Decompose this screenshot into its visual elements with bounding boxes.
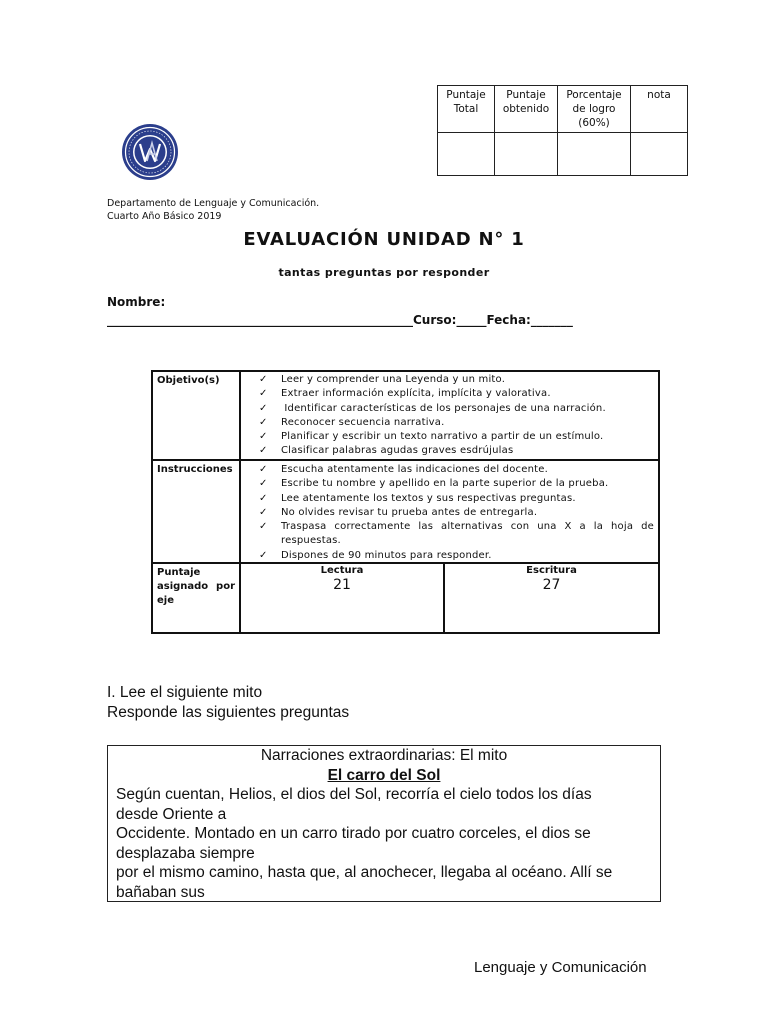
objective-item: ✓ Leer y comprender una Leyenda y un mito. xyxy=(259,373,654,387)
objective-item: ✓ Extraer información explícita, implícita y valorativa. xyxy=(259,387,654,401)
score-value-grade[interactable] xyxy=(631,133,688,176)
story-heading: Narraciones extraordinarias: El mito xyxy=(260,747,508,764)
story-box xyxy=(107,745,661,902)
escritura-column xyxy=(445,564,658,632)
instruction-item: ✓ Lee atentamente los textos y sus respectivas preguntas. xyxy=(259,492,654,506)
escritura-value: 27 xyxy=(542,577,561,593)
objectives-list xyxy=(259,373,654,459)
story-line: Occidente. Montado en un carro tirado por cuatro corceles, el dios se xyxy=(116,825,591,842)
story-line: desplazaba siempre xyxy=(116,844,255,862)
objective-item: ✓ Clasificar palabras agudas graves esdrújulas xyxy=(259,444,654,458)
objectives-row xyxy=(153,372,658,461)
story-line: por el mismo camino, hasta que, al anochecer, llegaba al océano. Allí se xyxy=(116,864,613,881)
story-line: bañaban sus xyxy=(116,883,205,901)
section-instructions xyxy=(107,683,349,723)
lectura-value: 21 xyxy=(333,577,351,593)
page-footer: Lenguaje y Comunicación xyxy=(474,959,647,976)
objective-item: ✓ Reconocer secuencia narrativa. xyxy=(259,416,654,430)
score-value-obtained[interactable] xyxy=(495,133,558,176)
name-label: Nombre: xyxy=(107,295,166,309)
school-crest-icon xyxy=(121,123,179,181)
score-value-total[interactable] xyxy=(438,133,495,176)
name-course-date-field[interactable]: ___________________________________________________Curso:_____Fecha:_______ xyxy=(107,313,573,327)
score-header-grade: nota xyxy=(631,86,688,133)
instruction-item: ✓ Escucha atentamente las indicaciones del docente. xyxy=(259,463,654,477)
instruction-item: ✓ No olvides revisar tu prueba antes de entregarla. xyxy=(259,506,654,520)
story-title: El carro del Sol xyxy=(327,766,441,784)
score-header-total: Puntaje Total xyxy=(438,86,495,133)
score-table-header-row xyxy=(438,86,688,133)
lectura-column xyxy=(241,564,445,632)
objective-item: ✓ Planificar y escribir un texto narrativo a partir de un estímulo. xyxy=(259,430,654,444)
score-table-value-row xyxy=(438,133,688,176)
score-table xyxy=(437,85,688,176)
instruction-item: ✓ Escribe tu nombre y apellido en la parte superior de la prueba. xyxy=(259,477,654,491)
department-name: Departamento de Lenguaje y Comunicación. xyxy=(107,198,320,209)
section-title: I. Lee el siguiente mito xyxy=(107,684,263,701)
objectives-label: Objetivo(s) xyxy=(153,372,241,459)
course-year: Cuarto Año Básico 2019 xyxy=(107,211,222,222)
story-line: Según cuentan, Helios, el dios del Sol, recorría el cielo todos los días xyxy=(116,786,592,803)
page-subtitle: tantas preguntas por responder xyxy=(278,266,490,279)
lectura-label: Lectura xyxy=(320,565,364,576)
score-axis-row xyxy=(153,564,658,632)
instruction-item: ✓ Traspasa correctamente las alternativas con una X a la hoja de respuestas. xyxy=(259,520,654,549)
objective-item: ✓ Identificar características de los personajes de una narración. xyxy=(259,402,654,416)
section-subtitle: Responde las siguientes preguntas xyxy=(107,704,350,721)
score-header-percentage: Porcentaje de logro (60%) xyxy=(558,86,631,133)
instructions-row xyxy=(153,461,658,564)
instruction-item: ✓ Dispones de 90 minutos para responder. xyxy=(259,549,654,563)
objectives-table xyxy=(151,370,660,634)
instructions-list xyxy=(259,463,654,563)
page-title: EVALUACIÓN UNIDAD N° 1 xyxy=(243,229,525,250)
instructions-label: Instrucciones xyxy=(153,461,241,562)
score-header-obtained: Puntaje obtenido xyxy=(495,86,558,133)
score-axis-label: Puntaje asignado por eje xyxy=(153,564,241,632)
story-line: desde Oriente a xyxy=(116,805,227,823)
score-value-percentage[interactable] xyxy=(558,133,631,176)
escritura-label: Escritura xyxy=(526,565,577,576)
